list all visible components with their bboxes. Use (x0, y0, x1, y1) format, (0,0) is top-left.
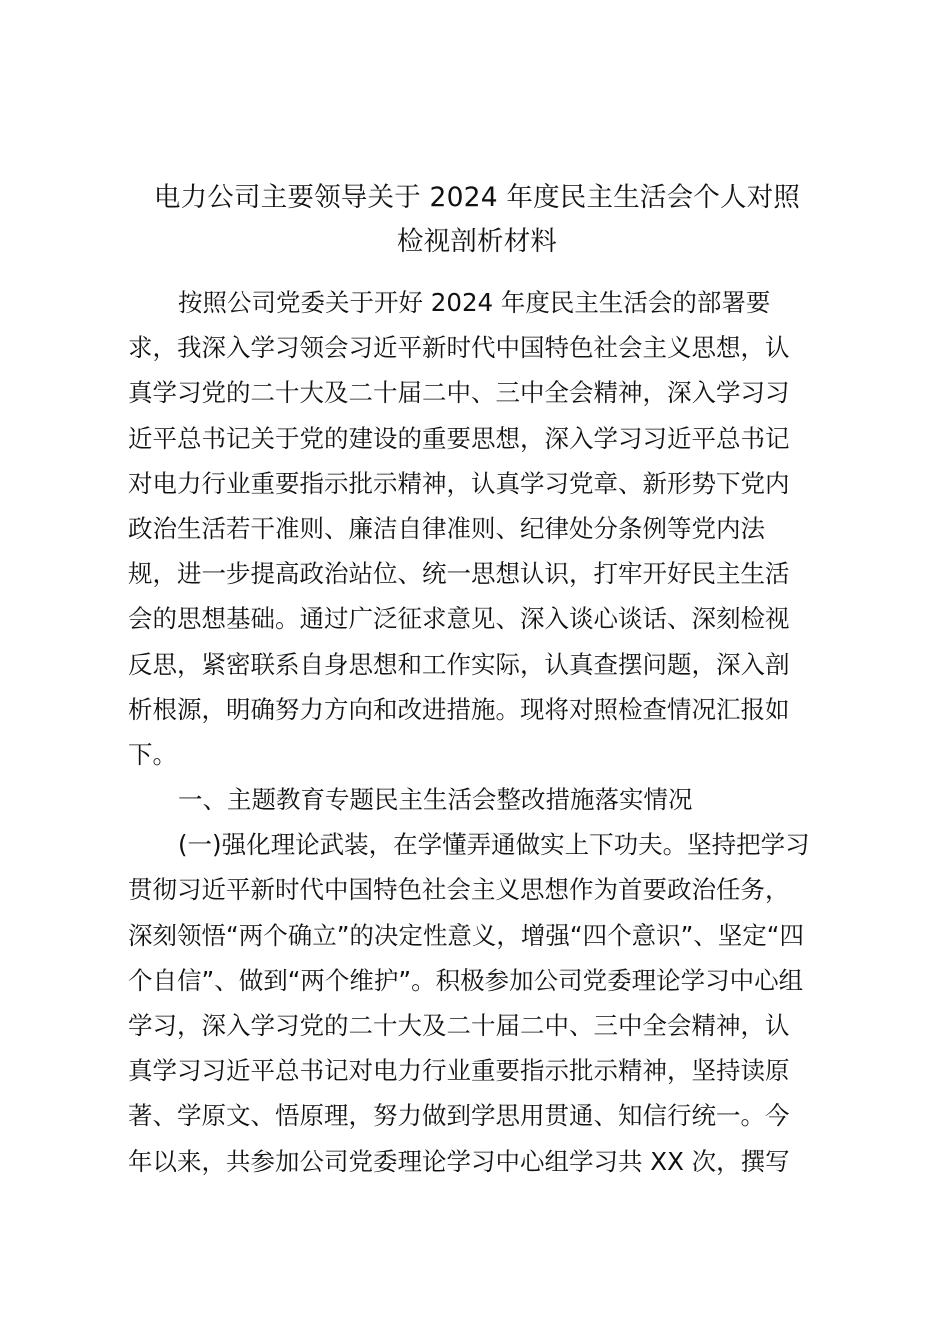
title-line-2: 检视剖析材料 (396, 226, 558, 257)
subsection-paragraph (128, 822, 828, 1184)
paragraph-line: 规，进一步提高政治站位、统一思想认识，打牢开好民主生活 (128, 559, 790, 589)
paragraph-line: 近平总书记关于党的建设的重要思想，深入学习习近平总书记 (128, 423, 790, 453)
paragraph-line: 求，我深入学习领会习近平新时代中国特色社会主义思想，认 (128, 333, 790, 363)
paragraph-line: 下。 (128, 739, 177, 769)
paragraph-line: 深刻领悟“两个确立”的决定性意义，增强“四个意识”、坚定“四 (128, 920, 804, 950)
paragraph-line: 贯彻习近平新时代中国特色社会主义思想作为首要政治任务， (128, 875, 790, 905)
paragraph-line: 析根源，明确努力方向和改进措施。现将对照检查情况汇报如 (128, 694, 790, 724)
paragraph-line: 著、学原文、悟原理，努力做到学思用贯通、知信行统一。今 (128, 1101, 790, 1131)
section-heading: 一、主题教育专题民主生活会整改措施落实情况 (178, 785, 693, 815)
paragraph-line: 按照公司党委关于开好 2024 年度民主生活会的部署要 (178, 288, 771, 317)
paragraph-line: (一)强化理论武装，在学懂弄通做实上下功夫。坚持把学习 (178, 830, 810, 860)
title-line-1: 电力公司主要领导关于 2024 年度民主生活会个人对照 (153, 182, 801, 213)
paragraph-line: 真学习习近平总书记对电力行业重要指示批示精神，坚持读原 (128, 1056, 790, 1086)
paragraph-line: 政治生活若干准则、廉洁自律准则、纪律处分条例等党内法 (128, 513, 765, 543)
paragraph-line: 年以来，共参加公司党委理论学习中心组学习共 XX 次，撰写 (128, 1146, 790, 1176)
paragraph-line: 会的思想基础。通过广泛征求意见、深入谈心谈话、深刻检视 (128, 604, 790, 634)
paragraph-line: 反思，紧密联系自身思想和工作实际，认真查摆问题，深入剖 (128, 649, 790, 679)
paragraph-line: 对电力行业重要指示批示精神，认真学习党章、新形势下党内 (128, 468, 790, 498)
document-body (128, 280, 828, 1184)
paragraph-line: 学习，深入学习党的二十大及二十届二中、三中全会精神，认 (128, 1011, 790, 1040)
document-title (118, 176, 836, 264)
intro-paragraph (128, 280, 828, 777)
paragraph-line: 真学习党的二十大及二十届二中、三中全会精神，深入学习习 (128, 378, 790, 408)
paragraph-line: 个自信”、做到“两个维护”。积极参加公司党委理论学习中心组 (128, 965, 804, 995)
